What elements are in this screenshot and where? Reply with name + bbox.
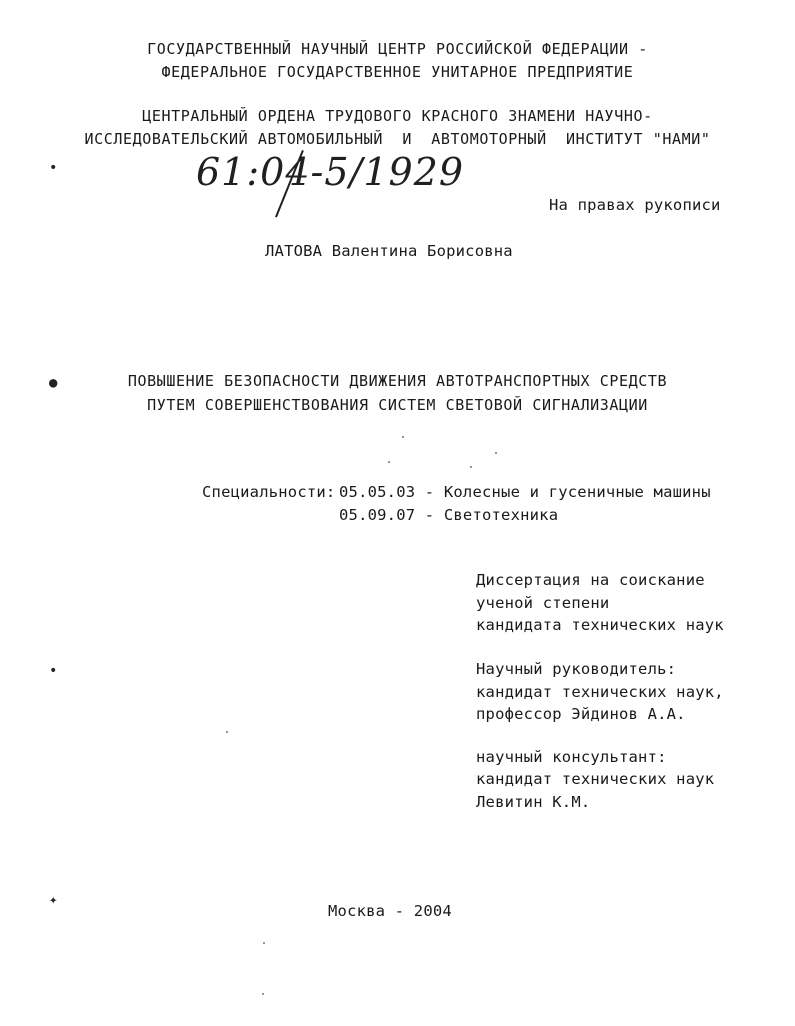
margin-mark-2: ● <box>49 375 58 391</box>
institute-line-2: ИССЛЕДОВАТЕЛЬСКИЙ АВТОМОБИЛЬНЫЙ И АВТОМОТОРНЫЙ ИНСТИТУТ "НАМИ" <box>84 130 711 148</box>
dissertation-line-1: Диссертация на соискание <box>476 571 705 589</box>
margin-mark-1: • <box>49 160 58 176</box>
specialty-item-2: 05.09.07 - Светотехника <box>339 506 559 524</box>
org-line-2: ФЕДЕРАЛЬНОЕ ГОСУДАРСТВЕННОЕ УНИТАРНОЕ ПРЕДПРИЯТИЕ <box>161 63 634 81</box>
thesis-title-line-1: ПОВЫШЕНИЕ БЕЗОПАСНОСТИ ДВИЖЕНИЯ АВТОТРАНСПОРТНЫХ СРЕДСТВ <box>127 372 668 390</box>
scan-speck <box>470 466 472 468</box>
consultant-line-1: научный консультант: <box>476 748 667 766</box>
rights-note: На правах рукописи <box>549 196 721 214</box>
margin-mark-3: • <box>49 663 58 679</box>
scan-speck <box>495 452 497 454</box>
supervisor-line-1: Научный руководитель: <box>476 660 677 678</box>
org-line-1: ГОСУДАРСТВЕННЫЙ НАУЧНЫЙ ЦЕНТР РОССИЙСКОЙ ФЕДЕРАЦИИ - <box>147 40 648 58</box>
thesis-title-line-2: ПУТЕМ СОВЕРШЕНСТВОВАНИЯ СИСТЕМ СВЕТОВОЙ СИГНАЛИЗАЦИИ <box>147 396 648 414</box>
author-name: ЛАТОВА Валентина Борисовна <box>265 242 513 260</box>
catalog-number-handwritten: 61:04-5/1929 <box>196 150 465 194</box>
supervisor-line-2: кандидат технических наук, <box>476 683 724 701</box>
scan-speck <box>262 993 264 995</box>
supervisor-line-3: профессор Эйдинов А.А. <box>476 705 686 723</box>
consultant-line-2: кандидат технических наук <box>476 770 715 788</box>
city-year: Москва - 2004 <box>328 902 452 920</box>
consultant-line-3: Левитин К.М. <box>476 793 591 811</box>
institute-line-1: ЦЕНТРАЛЬНЫЙ ОРДЕНА ТРУДОВОГО КРАСНОГО ЗНАМЕНИ НАУЧНО- <box>142 107 653 125</box>
scan-speck <box>388 461 390 463</box>
dissertation-line-2: ученой степени <box>476 594 610 612</box>
specialty-item-1: 05.05.03 - Колесные и гусеничные машины <box>339 483 711 501</box>
scan-speck <box>263 942 265 944</box>
scan-speck <box>402 436 404 438</box>
scan-speck <box>226 731 228 733</box>
dissertation-line-3: кандидата технических наук <box>476 616 724 634</box>
margin-mark-4: ✦ <box>49 892 58 908</box>
specialties-label: Специальности: <box>202 483 336 501</box>
